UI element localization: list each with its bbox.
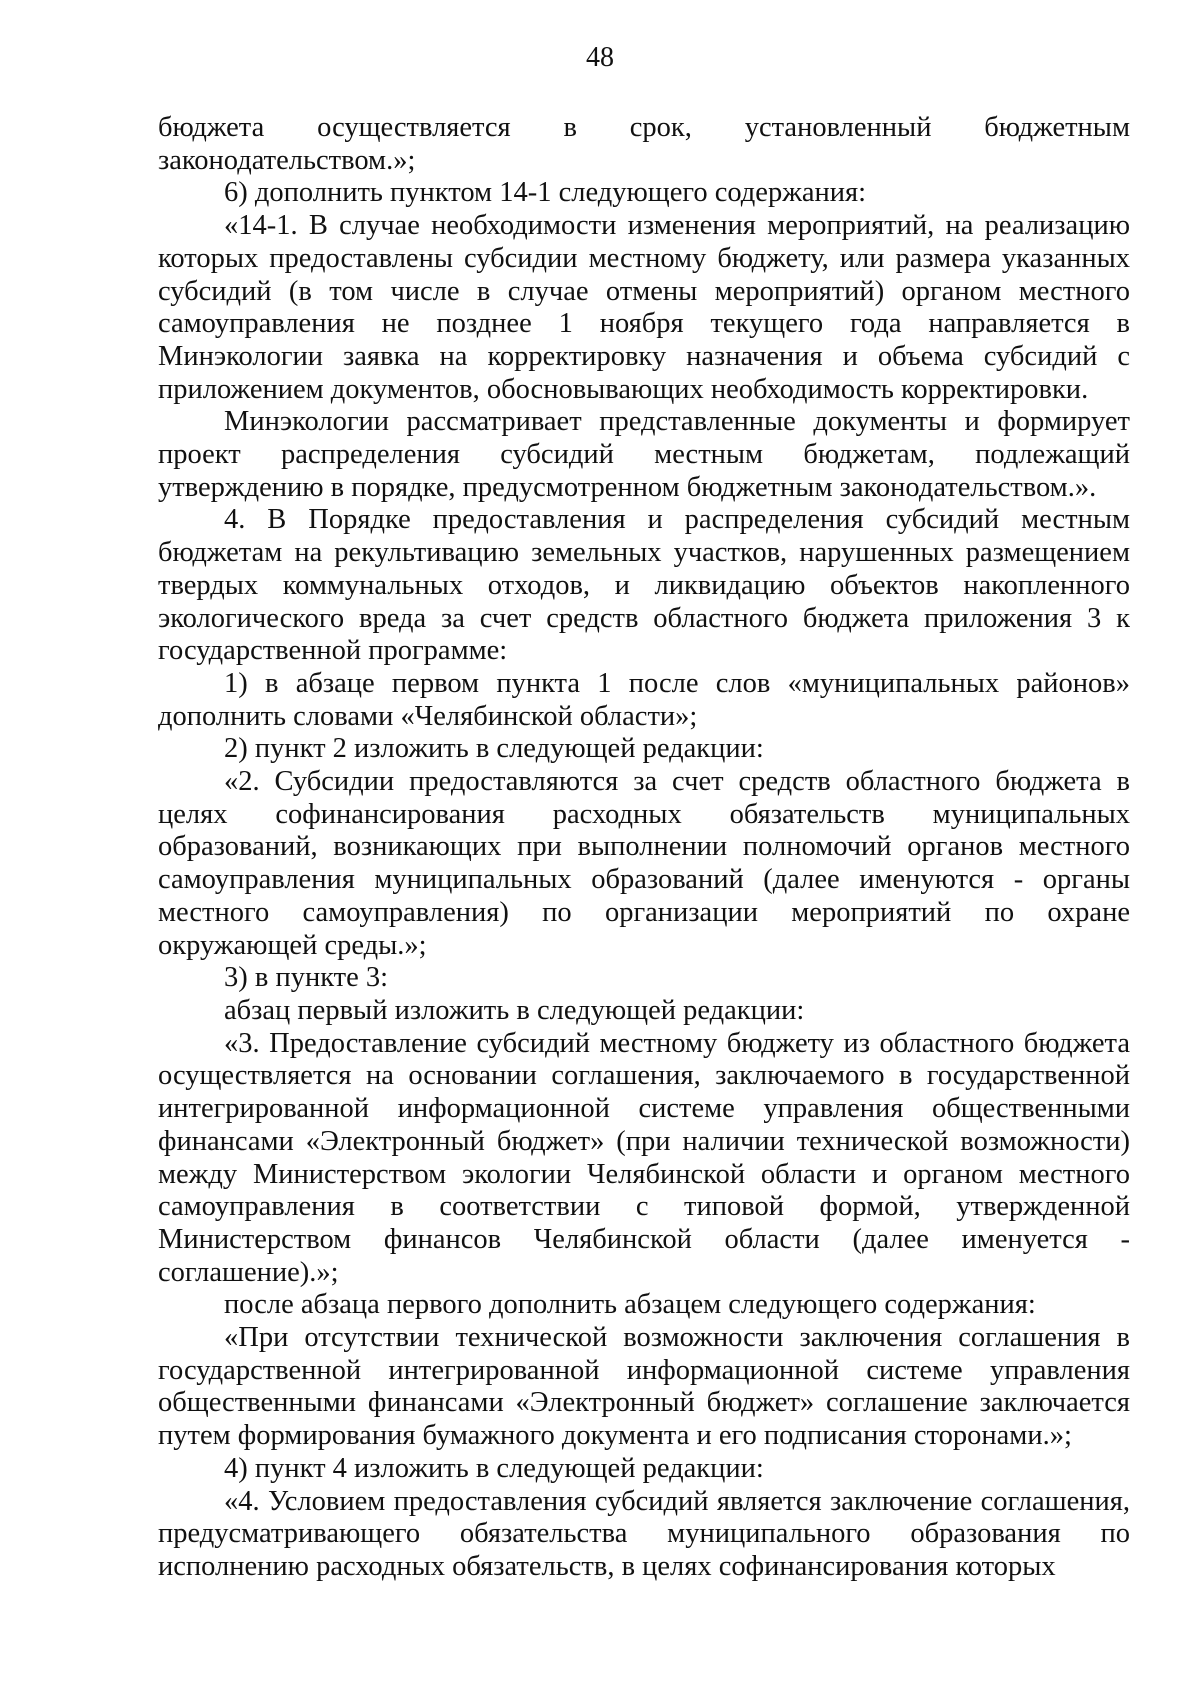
document-body xyxy=(158,112,1130,1584)
paragraph: «2. Субсидии предоставляются за счет средств областного бюджета в целях софинансирования расходных обязательств муниципальных образований, возникающих при выполнении полномочий органов местного самоуправления муниципальных образований (далее именуются - органы местного самоуправления) по организации мероприятий по охране окружающей среды.»; xyxy=(158,766,1130,961)
paragraph: «При отсутствии технической возможности заключения соглашения в государственной интегрированной информационной системе управления общественными финансами «Электронный бюджет» соглашение заключается путем формирования бумажного документа и его подписания сторонами.»; xyxy=(158,1322,1130,1452)
paragraph: «14-1. В случае необходимости изменения мероприятий, на реализацию которых предоставлены субсидии местному бюджету, или размера указанных субсидий (в том числе в случае отмены мероприятий) органом местного самоуправления не позднее 1 ноября текущего года направляется в Минэкологии заявка на корректировку назначения и объема субсидий с приложением документов, обосновывающих необходимость корректировки. xyxy=(158,210,1130,405)
paragraph: 6) дополнить пунктом 14-1 следующего содержания: xyxy=(224,177,867,209)
paragraph: 4) пункт 4 изложить в следующей редакции: xyxy=(224,1452,764,1484)
paragraph: 1) в абзаце первом пункта 1 после слов «муниципальных районов» дополнить словами «Челябинской области»; xyxy=(158,667,1130,732)
paragraph: 2) пункт 2 изложить в следующей редакции: xyxy=(224,733,764,765)
paragraph: бюджета осуществляется в срок, установленный бюджетным законодательством.»; xyxy=(158,112,1130,176)
paragraph: «4. Условием предоставления субсидий является заключение соглашения, предусматривающего обязательства муниципального образования по исполнению расходных обязательств, в целях софинансирования которых xyxy=(158,1485,1130,1582)
paragraph: «3. Предоставление субсидий местному бюджету из областного бюджета осуществляется на основании соглашения, заключаемого в государственной интегрированной информационной системе управления общественными финансами «Электронный бюджет» (при наличии технической возможности) между Министерством экологии Челябинской области и органом местного самоуправления в соответствии с типовой формой, утвержденной Министерством финансов Челябинской области (далее именуется - соглашение).»; xyxy=(158,1027,1130,1288)
paragraph: Минэкологии рассматривает представленные документы и формирует проект распределения субсидий местным бюджетам, подлежащий утверждению в порядке, предусмотренном бюджетным законодательством.». xyxy=(158,406,1130,503)
paragraph: 4. В Порядке предоставления и распределения субсидий местным бюджетам на рекультивацию земельных участков, нарушенных размещением твердых коммунальных отходов, и ликвидацию объектов накопленного экологического вреда за счет средств областного бюджета приложения 3 к государственной программе: xyxy=(158,504,1130,667)
paragraph: абзац первый изложить в следующей редакции: xyxy=(224,994,805,1026)
paragraph: после абзаца первого дополнить абзацем следующего содержания: xyxy=(224,1289,1036,1321)
paragraph: 3) в пункте 3: xyxy=(224,962,389,994)
page-number: 48 xyxy=(586,42,614,73)
